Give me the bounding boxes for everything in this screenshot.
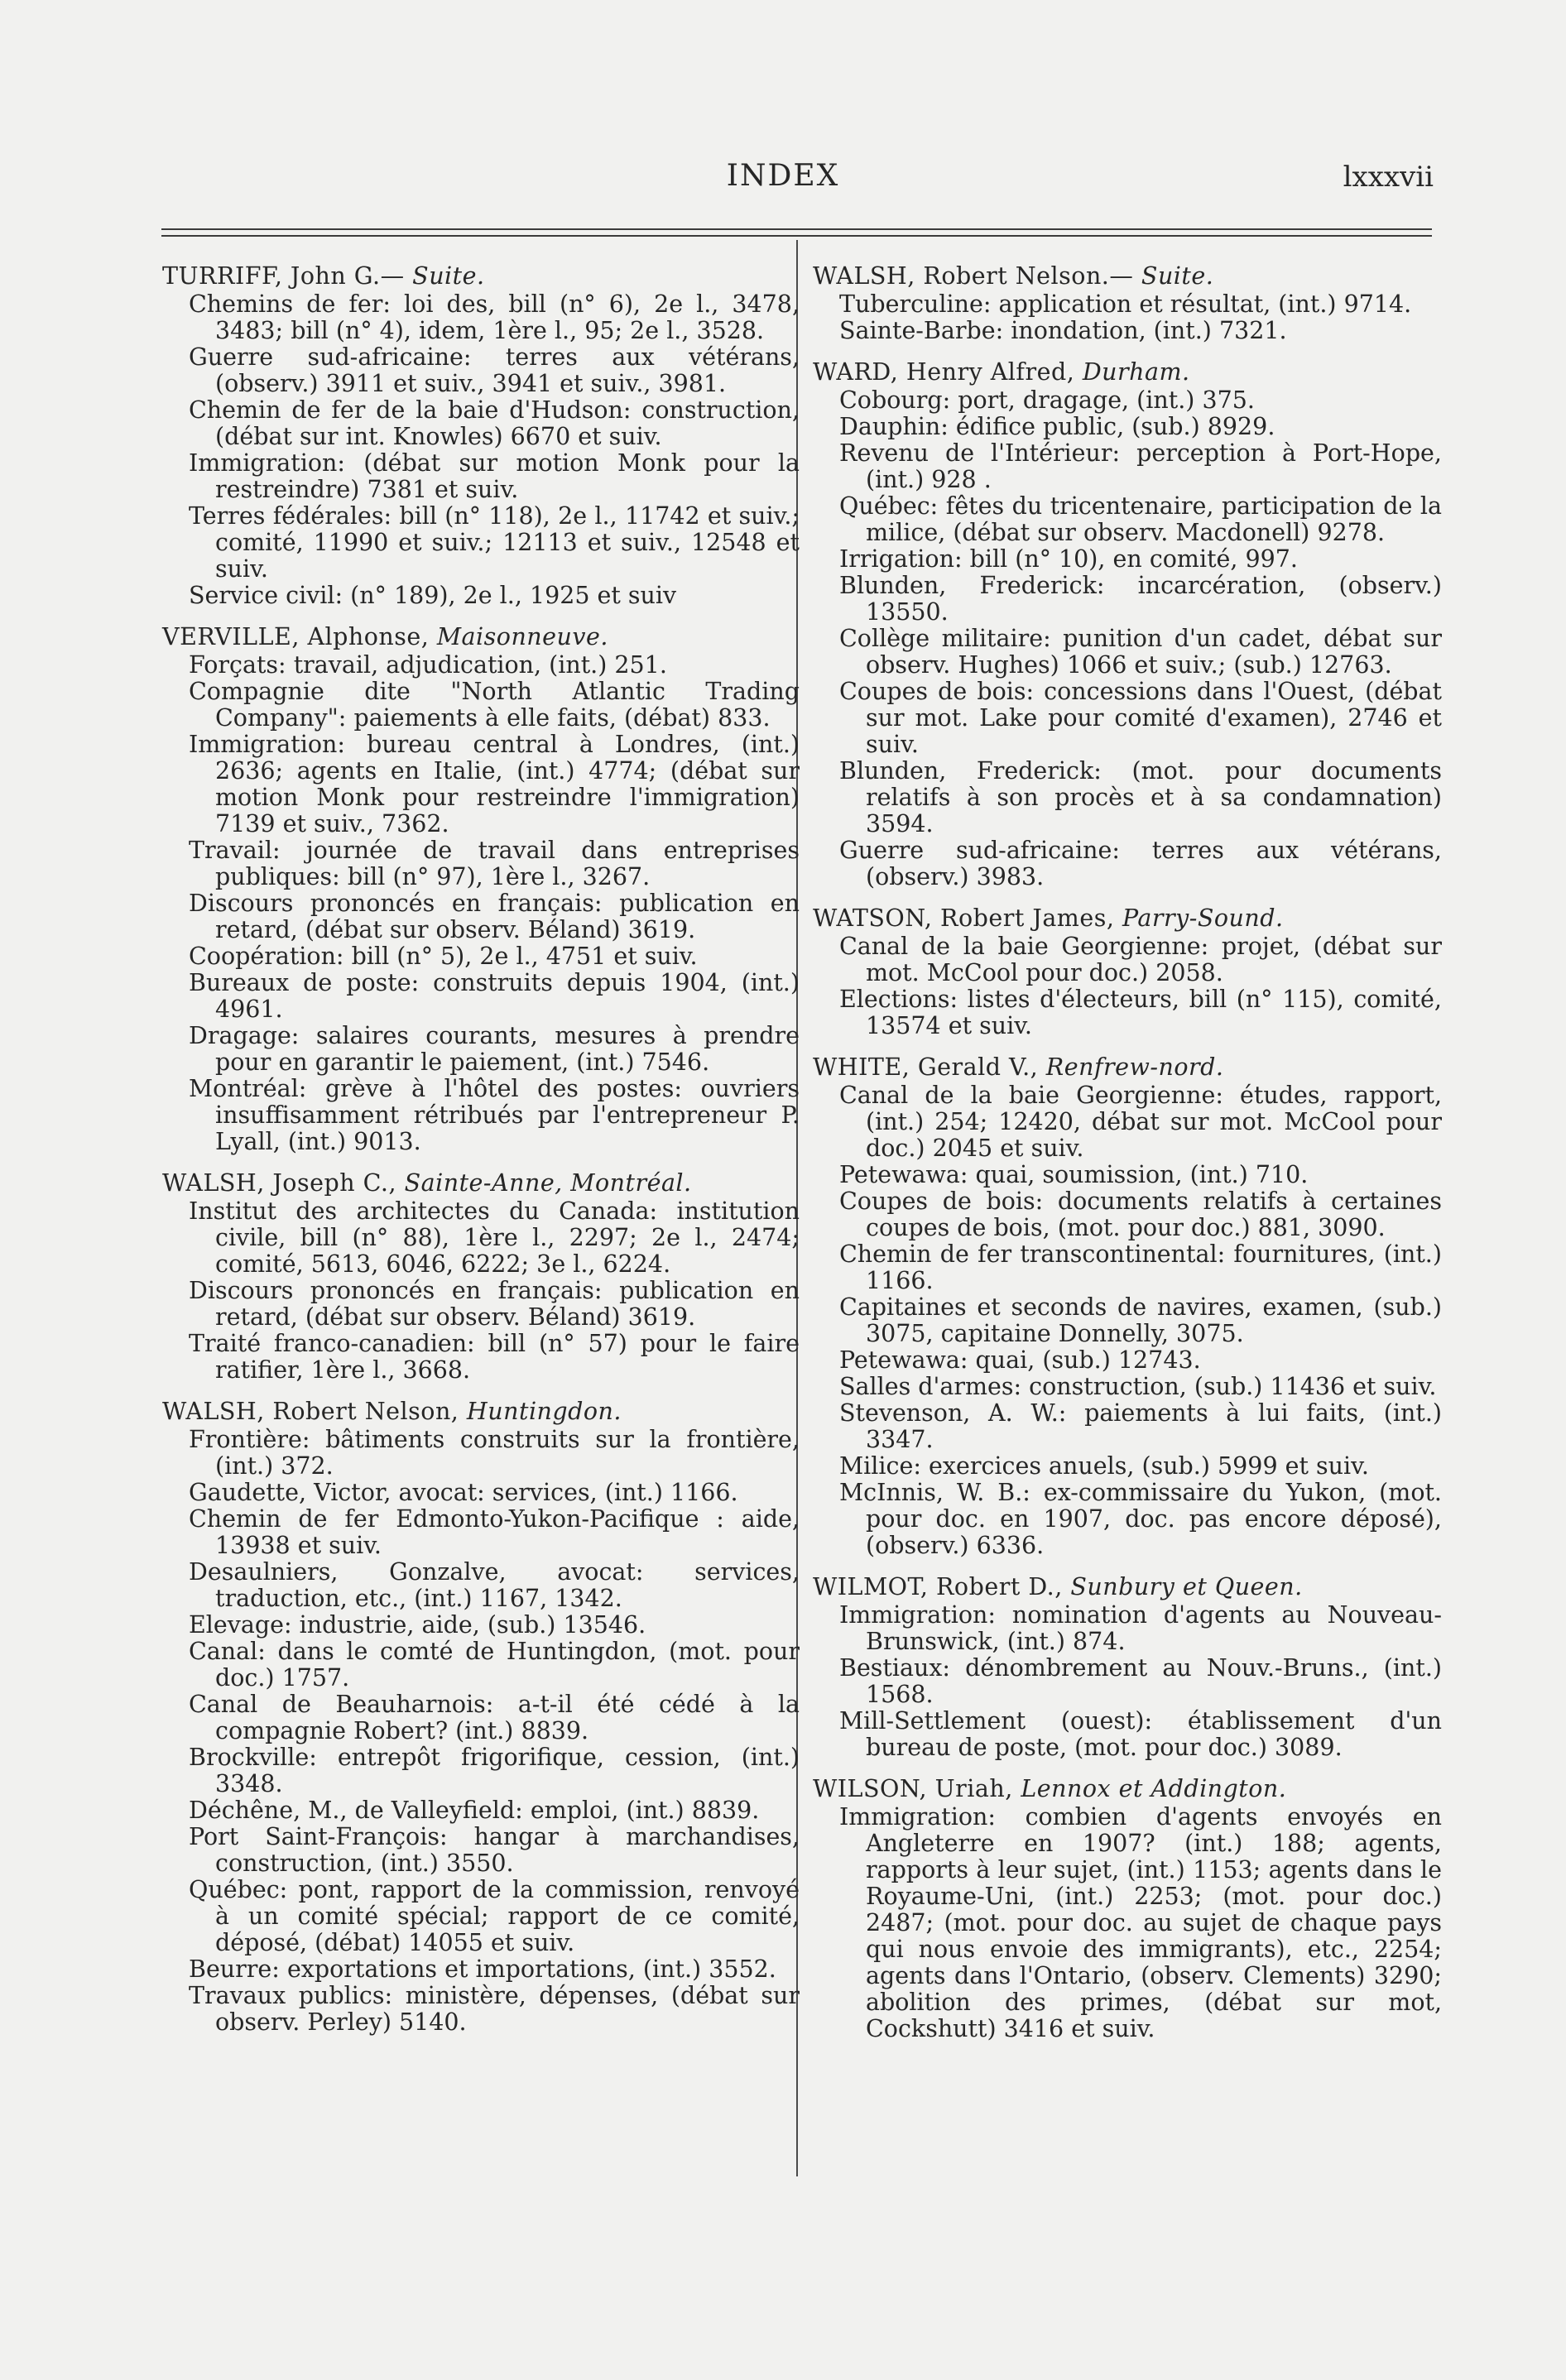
left-column [162, 263, 800, 2051]
subentry: Collège militaire: punition d'un cadet, débat sur observ. Hughes) 1066 et suiv.; (sub.) 12763. [839, 625, 1442, 679]
member-riding: Renfrew-nord. [1045, 1053, 1224, 1081]
member-name: WATSON, Robert James, [813, 904, 1115, 932]
member-riding: Lennox et Addington. [1021, 1775, 1287, 1802]
subentry: Immigration: combien d'agents envoyés en Angleterre en 1907? (int.) 188; agents, rapports à leur sujet, (int.) 1153; agents dans le Royaume-Uni, (int.) 2253; (mot. pour doc.) 2487; (mot. pour doc. au sujet de chaque pays qui nous envoie des immigrants), etc., 2254; agents dans l'Ontario, (observ. Clements) 3290; abolition des primes, (débat sur mot, Cockshutt) 3416 et suiv. [839, 1803, 1442, 2042]
entry-heading [813, 1054, 1442, 1081]
index-entry [162, 1170, 800, 1384]
entry-heading [813, 1776, 1442, 1802]
subentry: Travaux publics: ministère, dépenses, (débat sur observ. Perley) 5140. [189, 1982, 800, 2036]
member-name: WILSON, Uriah, [813, 1775, 1013, 1802]
subentry: Canal de la baie Georgienne: études, rapport, (int.) 254; 12420, débat sur mot. McCool pour doc.) 2045 et suiv. [839, 1082, 1442, 1162]
entry-heading [813, 263, 1442, 290]
subentry: Sainte-Barbe: inondation, (int.) 7321. [839, 317, 1287, 344]
subentry: Irrigation: bill (n° 10), en comité, 997. [839, 545, 1298, 573]
subentry: Immigration: (débat sur motion Monk pour la restreindre) 7381 et suiv. [189, 449, 800, 503]
index-entry [813, 1776, 1442, 2042]
subentry: Institut des architectes du Canada: institution civile, bill (n° 88), 1ère l., 2297; 2e l., 2474; comité, 5613, 6046, 6222; 3e l., 6224. [189, 1197, 800, 1278]
subentry: Canal: dans le comté de Huntingdon, (mot. pour doc.) 1757. [189, 1638, 800, 1691]
subentry: Beurre: exportations et importations, (int.) 3552. [189, 1955, 776, 1983]
subentry: Bureaux de poste: construits depuis 1904, (int.) 4961. [189, 969, 800, 1023]
member-name: WALSH, Robert Nelson.— [813, 262, 1134, 290]
member-riding: Sainte-Anne, Montréal. [404, 1169, 692, 1197]
subentry: Capitaines et seconds de navires, examen, (sub.) 3075, capitaine Donnelly, 3075. [839, 1293, 1442, 1347]
subentry: Chemins de fer: loi des, bill (n° 6), 2e l., 3478, 3483; bill (n° 4), idem, 1ère l., 95; 2e l., 3528. [189, 290, 800, 344]
header-rule-top [161, 228, 1432, 230]
index-entry [813, 905, 1442, 1039]
subentry: Discours prononcés en français: publication en retard, (débat sur observ. Béland) 3619. [189, 1277, 800, 1331]
subentry: Desaulniers, Gonzalve, avocat: services, traduction, etc., (int.) 1167, 1342. [189, 1558, 800, 1612]
subentry: Guerre sud-africaine: terres aux vétérans, (observ.) 3911 et suiv., 3941 et suiv., 3981. [189, 343, 800, 397]
subentry: Service civil: (n° 189), 2e l., 1925 et suiv [189, 582, 677, 609]
subentry: Dragage: salaires courants, mesures à prendre pour en garantir le paiement, (int.) 7546. [189, 1022, 800, 1076]
subentry: Chemin de fer de la baie d'Hudson: construction, (débat sur int. Knowles) 6670 et suiv. [189, 396, 800, 450]
index-entry [162, 624, 800, 1155]
member-name: VERVILLE, Alphonse, [162, 623, 430, 650]
subentry: Québec: fêtes du tricentenaire, participation de la milice, (débat sur observ. Macdonell) 9278. [839, 492, 1442, 546]
subentry: Déchêne, M., de Valleyfield: emploi, (int.) 8839. [189, 1797, 760, 1824]
subentry: Blunden, Frederick: (mot. pour documents relatifs à son procès et à sa condamnation) 3594. [839, 757, 1442, 837]
subentry: Tuberculine: application et résultat, (int.) 9714. [839, 290, 1412, 318]
subentry: Revenu de l'Intérieur: perception à Port-Hope, (int.) 928 . [839, 439, 1442, 493]
subentry: Salles d'armes: construction, (sub.) 11436 et suiv. [839, 1373, 1437, 1400]
page-header [0, 149, 1566, 199]
member-riding: Parry-Sound. [1122, 904, 1284, 932]
entry-heading [813, 359, 1442, 386]
member-riding: Durham. [1082, 358, 1190, 386]
subentry: Dauphin: édifice public, (sub.) 8929. [839, 413, 1275, 440]
subentry: Cobourg: port, dragage, (int.) 375. [839, 386, 1255, 414]
member-riding: Suite. [1141, 262, 1214, 290]
subentry: Discours prononcés en français: publication en retard, (débat sur observ. Béland) 3619. [189, 890, 800, 943]
entry-heading [162, 1399, 800, 1425]
subentry: Mill-Settlement (ouest): établissement d'un bureau de poste, (mot. pour doc.) 3089. [839, 1707, 1442, 1761]
page-title: INDEX [726, 159, 840, 193]
member-riding: Sunbury et Queen. [1070, 1573, 1303, 1600]
subentry: McInnis, W. B.: ex-commissaire du Yukon, (mot. pour doc. en 1907, doc. pas encore déposé), (observ.) 6336. [839, 1479, 1442, 1559]
subentry: Traité franco-canadien: bill (n° 57) pour le faire ratifier, 1ère l., 3668. [189, 1330, 800, 1384]
subentry: Canal de la baie Georgienne: projet, (débat sur mot. McCool pour doc.) 2058. [839, 933, 1442, 986]
member-name: WALSH, Robert Nelson, [162, 1398, 459, 1425]
subentry: Elections: listes d'électeurs, bill (n° 115), comité, 13574 et suiv. [839, 986, 1442, 1039]
entry-heading [813, 1574, 1442, 1600]
subentry: Port Saint-François: hangar à marchandises, construction, (int.) 3550. [189, 1823, 800, 1877]
header-rule-bottom [161, 235, 1432, 237]
subentry: Travail: journée de travail dans entreprises publiques: bill (n° 97), 1ère l., 3267. [189, 837, 800, 890]
member-name: WHITE, Gerald V., [813, 1053, 1039, 1081]
subentry: Coupes de bois: concessions dans l'Ouest, (débat sur mot. Lake pour comité d'examen), 2746 et suiv. [839, 678, 1442, 758]
entry-heading [162, 1170, 800, 1197]
subentry: Blunden, Frederick: incarcération, (observ.) 13550. [839, 572, 1442, 626]
entry-heading [162, 263, 800, 290]
member-name: TURRIFF, John G.— [162, 262, 405, 290]
entry-heading [162, 624, 800, 650]
subentry: Brockville: entrepôt frigorifique, cession, (int.) 3348. [189, 1744, 800, 1797]
subentry: Stevenson, A. W.: paiements à lui faits, (int.) 3347. [839, 1399, 1442, 1453]
subentry: Gaudette, Victor, avocat: services, (int.) 1166. [189, 1479, 738, 1506]
subentry: Petewawa: quai, soumission, (int.) 710. [839, 1161, 1309, 1188]
subentry: Bestiaux: dénombrement au Nouv.-Bruns., (int.) 1568. [839, 1654, 1442, 1708]
member-riding: Huntingdon. [466, 1398, 622, 1425]
subentry: Milice: exercices anuels, (sub.) 5999 et suiv. [839, 1452, 1369, 1480]
member-riding: Maisonneuve. [436, 623, 608, 650]
page-number: lxxxvii [1343, 161, 1434, 194]
index-entry [813, 1574, 1442, 1761]
member-riding: Suite. [412, 262, 485, 290]
subentry: Coopération: bill (n° 5), 2e l., 4751 et suiv. [189, 943, 698, 970]
right-column [813, 263, 1442, 2057]
index-entry [813, 359, 1442, 890]
subentry: Chemin de fer transcontinental: fournitures, (int.) 1166. [839, 1240, 1442, 1294]
subentry: Petewawa: quai, (sub.) 12743. [839, 1346, 1201, 1374]
subentry: Chemin de fer Edmonto-Yukon-Pacifique : aide, 13938 et suiv. [189, 1505, 800, 1559]
subentry: Forçats: travail, adjudication, (int.) 251. [189, 651, 667, 679]
subentry: Canal de Beauharnois: a-t-il été cédé à la compagnie Robert? (int.) 8839. [189, 1691, 800, 1744]
subentry: Montréal: grève à l'hôtel des postes: ouvriers insuffisamment rétribués par l'entrepreneur P. Lyall, (int.) 9013. [189, 1075, 800, 1155]
index-entry [162, 1399, 800, 2036]
subentry: Québec: pont, rapport de la commission, renvoyé à un comité spécial; rapport de ce comité, déposé, (débat) 14055 et suiv. [189, 1876, 800, 1956]
subentry: Elevage: industrie, aide, (sub.) 13546. [189, 1611, 646, 1639]
index-entry [813, 1054, 1442, 1559]
subentry: Terres fédérales: bill (n° 118), 2e l., 11742 et suiv.; comité, 11990 et suiv.; 12113 et suiv., 12548 et suiv. [189, 502, 800, 583]
member-name: WILMOT, Robert D., [813, 1573, 1063, 1600]
subentry: Frontière: bâtiments construits sur la frontière, (int.) 372. [189, 1426, 800, 1480]
subentry: Immigration: bureau central à Londres, (int.) 2636; agents en Italie, (int.) 4774; (débat sur motion Monk pour restreindre l'immigration) 7139 et suiv., 7362. [189, 731, 800, 837]
member-name: WALSH, Joseph C., [162, 1169, 397, 1197]
member-name: WARD, Henry Alfred, [813, 358, 1075, 386]
entry-heading [813, 905, 1442, 932]
subentry: Compagnie dite "North Atlantic Trading Company": paiements à elle faits, (débat) 833. [189, 678, 800, 732]
subentry: Guerre sud-africaine: terres aux vétérans, (observ.) 3983. [839, 837, 1442, 890]
subentry: Immigration: nomination d'agents au Nouveau-Brunswick, (int.) 874. [839, 1601, 1442, 1655]
index-entry [813, 263, 1442, 344]
subentry: Coupes de bois: documents relatifs à certaines coupes de bois, (mot. pour doc.) 881, 3090. [839, 1188, 1442, 1241]
index-entry [162, 263, 800, 609]
